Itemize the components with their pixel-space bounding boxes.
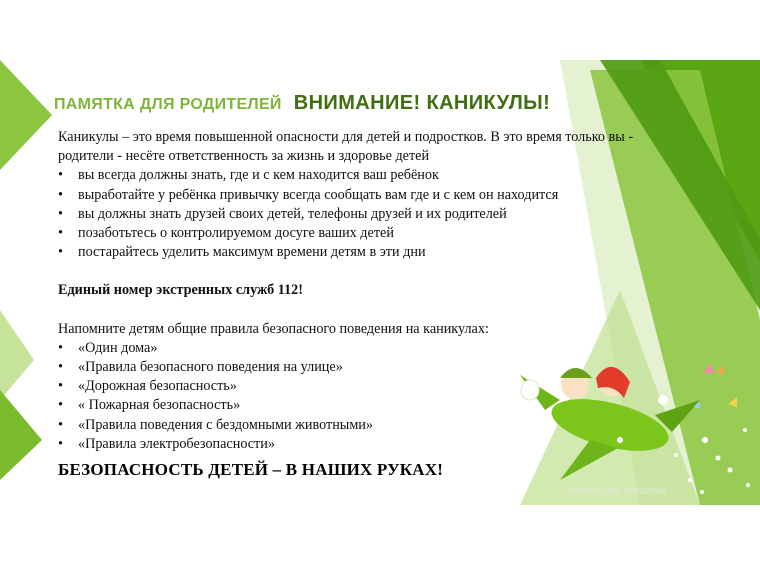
left-triangle-top: [0, 60, 52, 170]
rules-intro: Напомните детям общие правила безопасного поведения на каникулах:: [58, 320, 489, 337]
intro-text: Каникулы – это время повышенной опасности для детей и подростков. В это время только вы - родители - несёте ответственность за жизнь и здоровье детей: [58, 129, 634, 165]
slide: [0, 60, 760, 505]
list-item: • «Правила поведения с бездомными животными»: [58, 416, 638, 435]
list-item: • «Дорожная безопасность»: [58, 377, 638, 396]
memo-title: ПАМЯТКА ДЛЯ РОДИТЕЛЕЙ: [54, 96, 282, 113]
left-triangle-bottom: [0, 390, 42, 480]
list-item: • «Правила безопасного поведения на улице»: [58, 358, 638, 377]
slide-body: [58, 128, 638, 454]
list-item: • постарайтесь уделить максимум времени детям в эти дни: [58, 243, 638, 262]
rules-list: [58, 339, 638, 454]
activation-watermark: Активация Windows: [566, 485, 668, 497]
left-triangle-mid: [0, 310, 34, 400]
emergency-number: Единый номер экстренных служб 112!: [58, 282, 303, 299]
title-row: [54, 92, 550, 115]
headline: ВНИМАНИЕ! КАНИКУЛЫ!: [293, 92, 551, 114]
list-item: • «Правила электробезопасности»: [58, 435, 638, 454]
list-item: • вы должны знать друзей своих детей, телефоны друзей и их родителей: [58, 205, 638, 224]
list-item: • «Один дома»: [58, 339, 638, 358]
list-item: • выработайте у ребёнка привычку всегда сообщать вам где и с кем он находится: [58, 186, 638, 205]
parent-tips-list: [58, 166, 638, 262]
footer-slogan: БЕЗОПАСНОСТЬ ДЕТЕЙ – В НАШИХ РУКАХ!: [58, 460, 444, 479]
list-item: • позаботьтесь о контролируемом досуге ваших детей: [58, 224, 638, 243]
list-item: • вы всегда должны знать, где и с кем находится ваш ребёнок: [58, 166, 638, 185]
list-item: • « Пожарная безопасность»: [58, 396, 638, 415]
